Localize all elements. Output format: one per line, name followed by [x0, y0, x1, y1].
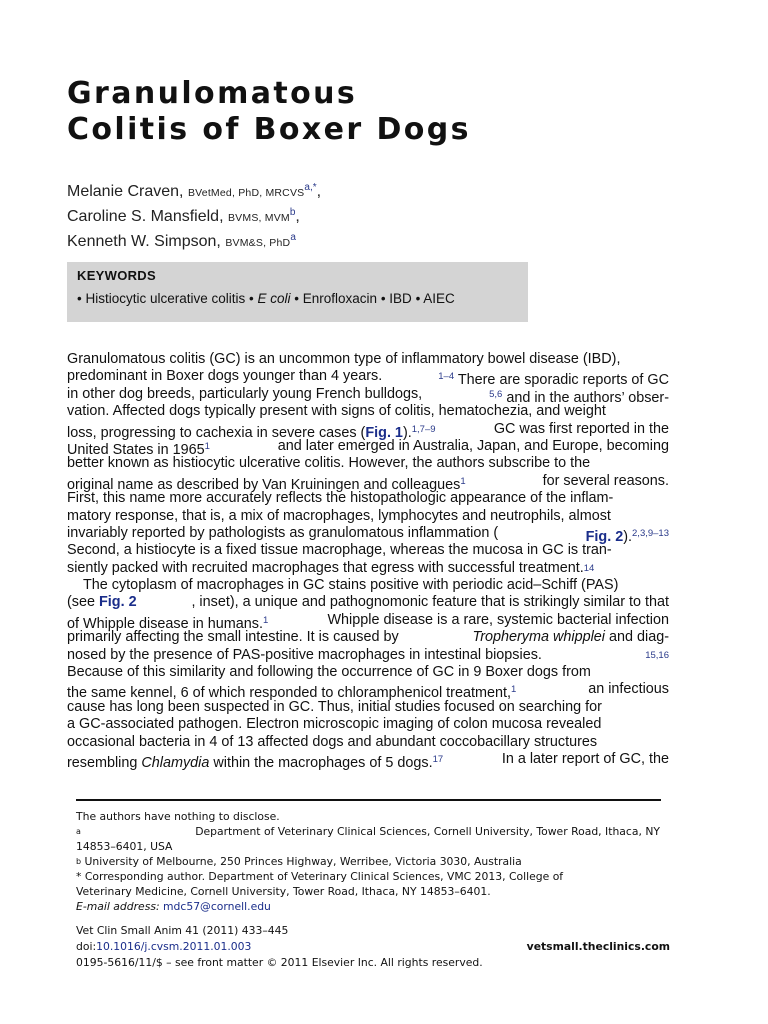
keyword-item: Enrofloxacin: [302, 291, 378, 306]
author-name: Kenneth W. Simpson,: [67, 233, 226, 250]
text-run: siently packed with recruited macrophages that egress with successful treatment.: [67, 559, 584, 576]
body-line: [67, 629, 669, 646]
text-run: within the macrophages of 5 dogs.: [209, 754, 433, 771]
body-line: [67, 647, 669, 664]
author-name: Caroline S. Mansfield,: [67, 208, 228, 225]
citation-ref[interactable]: 14: [583, 562, 595, 574]
text-run: original name as described by Van Kruiningen and colleagues: [67, 476, 461, 493]
citation-ref[interactable]: 5,6: [489, 388, 503, 400]
citation-row: [76, 923, 670, 939]
email-link[interactable]: mdc57@cornell.edu: [163, 900, 271, 913]
body-line: [67, 385, 669, 406]
body-line: Because of this similarity and following the occurrence of GC in 9 Boxer dogs from: [67, 664, 591, 681]
keyword-item: Histiocytic ulcerative colitis: [85, 291, 246, 306]
keywords-list: [77, 291, 455, 306]
text-run: and later emerged in Australia, Japan, and Europe, becoming: [277, 437, 669, 454]
author-3: [67, 228, 321, 253]
footnotes: [76, 809, 660, 914]
text-run: [438, 368, 669, 389]
citation-ref[interactable]: 1: [262, 614, 269, 626]
author-name: Melanie Craven,: [67, 183, 188, 200]
doi-prefix: doi:: [76, 940, 97, 953]
text-run: ).: [402, 424, 412, 441]
affiliation-mark: b: [76, 857, 82, 866]
citation-ref[interactable]: 1: [510, 684, 517, 696]
text-run: nosed by the presence of PAS-positive macrophages in intestinal biopsies.: [67, 646, 542, 663]
title-line-1: Granulomatous: [67, 76, 358, 111]
copyright-text: 0195-5616/11/$ – see front matter © 2011 Elsevier Inc. All rights reserved.: [76, 956, 483, 969]
body-line: [67, 368, 669, 389]
keyword-item: IBD: [389, 291, 412, 306]
text-run: resembling: [67, 754, 142, 771]
citation-ref[interactable]: 1–4: [438, 371, 455, 383]
figure-link[interactable]: Fig. 2: [99, 594, 137, 611]
footnote-divider: [76, 799, 661, 801]
copyright-row: [76, 955, 670, 971]
corresponding-author-line-1: * Corresponding author. Department of Veterinary Clinical Sciences, VMC 2013, College of: [76, 870, 564, 883]
author-credentials: BVetMed, PhD, MRCVS: [187, 187, 305, 199]
species-name: Tropheryma whipplei: [472, 629, 605, 646]
text-run: [67, 751, 444, 771]
body-line: [67, 611, 669, 632]
text-run: In a later report of GC, the: [501, 750, 669, 767]
species-name: Chlamydia: [141, 754, 210, 771]
citation-ref[interactable]: 15,16: [645, 649, 669, 661]
keyword-separator: •: [411, 291, 424, 306]
corresponding-author-line-2: Veterinary Medicine, Cornell University, Tower Road, Ithaca, NY 14853–6401.: [76, 885, 491, 898]
author-trail: ,: [295, 208, 300, 225]
text-run: [67, 438, 210, 458]
keyword-item: AIEC: [423, 291, 455, 306]
keyword-separator: •: [377, 291, 390, 306]
body-line: [67, 681, 669, 702]
text-run: [76, 824, 81, 839]
text-run: invariably reported by pathologists as granulomatous inflammation (: [67, 524, 499, 541]
figure-link[interactable]: Fig. 1: [365, 424, 403, 441]
text-run: United States in 1965: [67, 441, 205, 458]
text-run: predominant in Boxer dogs younger than 4 years.: [67, 368, 383, 385]
citation-ref[interactable]: 17: [432, 753, 444, 765]
author-affiliation[interactable]: b: [289, 207, 296, 218]
affiliation-a-line-2: 14853–6401, USA: [76, 840, 173, 853]
affiliation-mark: a: [76, 827, 81, 836]
article-title: [67, 76, 687, 148]
text-run: [67, 421, 436, 441]
keyword-separator: •: [245, 291, 258, 306]
body-line: [67, 594, 669, 611]
body-line: occasional bacteria in 4 of 13 affected dogs and abundant coccobacillary structures: [67, 733, 598, 750]
text-run: There are sporadic reports of GC: [454, 372, 669, 389]
body-line: matory response, that is, a mix of macrophages, lymphocytes and neutrophils, almost: [67, 507, 611, 524]
text-run: GC was first reported in the: [493, 420, 669, 437]
body-line: [67, 524, 669, 545]
author-1: [67, 178, 321, 203]
citation-ref[interactable]: 1: [460, 475, 466, 487]
text-run: [489, 386, 669, 406]
website-link[interactable]: vetsmall.theclinics.com: [526, 940, 670, 953]
text-run: Department of Veterinary Clinical Sciences, Cornell University, Tower Road, Ithaca, NY: [195, 825, 660, 838]
body-line: The cytoplasm of macrophages in GC stains positive with periodic acid–Schiff (PAS): [83, 577, 619, 594]
text-run: [67, 473, 466, 493]
body-line: [67, 437, 669, 458]
doi-link[interactable]: 10.1016/j.cvsm.2011.01.003: [96, 940, 252, 953]
keywords-box: [67, 262, 528, 322]
body-line: a GC-associated pathogen. Electron microscopic imaging of colon mucosa revealed: [67, 716, 602, 733]
author-trail: ,: [316, 183, 322, 200]
author-2: [67, 203, 321, 228]
email-line: [76, 899, 660, 914]
affiliation-a-line-1: [76, 824, 660, 839]
doi-row: [76, 939, 670, 955]
text-run: [67, 681, 517, 702]
body-line: [67, 420, 669, 441]
text-run: Whipple disease is a rare, systemic bacterial infection: [327, 611, 669, 628]
author-list: [67, 178, 321, 253]
journal-citation: Vet Clin Small Anim 41 (2011) 433–445: [76, 924, 289, 937]
text-run: for several reasons.: [542, 472, 669, 489]
text-run: loss, progressing to cachexia in severe cases (: [67, 424, 366, 441]
text-run: an infectious: [588, 681, 669, 698]
text-run: [67, 594, 137, 611]
text-run: [585, 525, 669, 545]
text-run: and in the authors’ obser-: [502, 389, 669, 406]
text-run: [67, 612, 269, 632]
body-line: better known as histiocytic ulcerative colitis. However, the authors subscribe to the: [67, 455, 591, 472]
affiliation-b: [76, 854, 660, 869]
keyword-separator: •: [290, 291, 303, 306]
keyword-item: E coli: [257, 291, 291, 306]
keywords-heading: KEYWORDS: [77, 268, 156, 283]
email-label: E-mail address:: [76, 900, 160, 913]
text-run: in other dog breeds, particularly young French bulldogs,: [67, 385, 423, 402]
author-credentials: BVMS, MVM: [227, 212, 290, 224]
body-line: Second, a histiocyte is a fixed tissue macrophage, whereas the mucosa in GC is tran-: [67, 542, 612, 559]
body-line: [67, 750, 669, 771]
text-run: ).: [623, 528, 633, 545]
author-affiliation[interactable]: a: [290, 232, 296, 243]
disclosure-note: The authors have nothing to disclose.: [76, 810, 280, 823]
citation-ref[interactable]: 2,3,9–13: [632, 527, 669, 539]
body-line: Granulomatous colitis (GC) is an uncommon type of inflammatory bowel disease (IBD),: [67, 351, 621, 367]
body-line: [67, 472, 669, 493]
text-run: the same kennel, 6 of which responded to chloramphenicol treatment,: [67, 685, 511, 702]
citation-ref[interactable]: 1,7–9: [411, 423, 436, 435]
citation-ref[interactable]: 1: [204, 440, 210, 452]
title-line-2: Colitis of Boxer Dogs: [67, 112, 471, 147]
text-run: and diag-: [604, 629, 669, 646]
citation-footer: [76, 923, 670, 971]
text-run: (see: [67, 594, 99, 611]
body-line: First, this name more accurately reflects the histopathologic appearance of the inflam-: [67, 490, 614, 507]
body-line: cause has long been suspected in GC. Thus, initial studies focused on searching for: [67, 698, 602, 715]
doi-text: [76, 939, 251, 955]
body-line: vation. Affected dogs typically present with signs of colitis, hematochezia, and weight: [67, 403, 606, 420]
text-run: primarily affecting the small intestine. It is caused by: [67, 629, 399, 646]
author-affiliation[interactable]: a,*: [304, 182, 317, 193]
bullet: •: [77, 291, 86, 306]
body-line: [67, 560, 669, 577]
text-run: of Whipple disease in humans.: [67, 615, 263, 632]
figure-link[interactable]: Fig. 2: [585, 528, 624, 545]
text-run: [472, 629, 669, 646]
text-run: University of Melbourne, 250 Princes Highway, Werribee, Victoria 3030, Australia: [84, 855, 522, 868]
text-run: , inset), a unique and pathognomonic feature that is strikingly similar to that: [191, 594, 669, 611]
author-credentials: BVM&S, PhD: [225, 237, 291, 249]
body-text: [67, 351, 669, 771]
